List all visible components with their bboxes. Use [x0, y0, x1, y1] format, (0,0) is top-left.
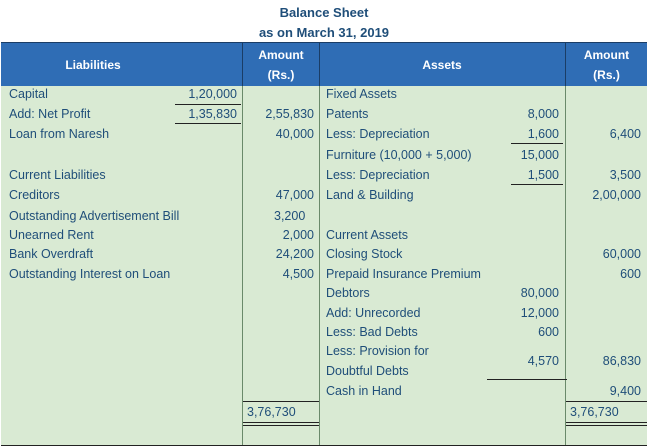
liability-creditors-amount: 47,000 [275, 188, 314, 202]
liability-capital-value: 1,20,000 [188, 87, 237, 101]
asset-prepaid-insurance-label: Prepaid Insurance Premium [326, 267, 481, 281]
asset-land-building-label: Land & Building [326, 188, 414, 202]
asset-patents-net: 6,400 [609, 127, 641, 141]
asset-closing-stock-amount: 60,000 [602, 247, 641, 261]
liability-net-profit-value: 1,35,830 [188, 107, 237, 121]
header-amount-right-line2: (Rs.) [593, 67, 620, 82]
asset-patents-depreciation-label: Less: Depreciation [326, 127, 430, 141]
asset-patents-label: Patents [326, 107, 369, 121]
underline [511, 184, 563, 185]
header-amount-left [243, 43, 319, 86]
underline [487, 379, 567, 380]
liability-outstanding-adv-label: Outstanding Advertisement Bill [9, 209, 180, 223]
total-bottom-rule [243, 422, 319, 423]
header-divider [242, 43, 243, 86]
asset-bad-debts-label: Less: Bad Debts [326, 325, 418, 339]
asset-provision-label-2: Doubtful Debts [326, 364, 409, 378]
underline [511, 143, 563, 144]
header-amount-left-line1: Amount [258, 47, 304, 62]
liability-outstanding-interest-amount: 4,500 [282, 267, 314, 281]
header-assets-label: Assets [422, 57, 462, 72]
header-amount-right-line1: Amount [583, 47, 630, 62]
liability-loan-amount: 40,000 [275, 127, 314, 141]
document-title: Balance Sheet [279, 5, 369, 20]
total-bottom-rule [566, 422, 647, 423]
liability-net-profit-label: Add: Net Profit [9, 107, 91, 121]
header-assets [319, 43, 565, 86]
header-liabilities-label: Liabilities [65, 57, 121, 72]
column-divider [242, 86, 243, 445]
asset-add-unrecorded-label: Add: Unrecorded [326, 306, 421, 320]
asset-patents-depreciation-value: 1,600 [527, 127, 559, 141]
total-top-rule [243, 401, 319, 402]
current-liabilities-heading: Current Liabilities [9, 168, 106, 182]
total-bottom-rule [566, 425, 647, 426]
liability-capital-total: 2,55,830 [265, 107, 314, 121]
total-bottom-rule [243, 425, 319, 426]
header-amount-right [566, 43, 647, 86]
column-divider [319, 86, 320, 445]
total-top-rule [566, 401, 647, 402]
asset-furniture-value: 15,000 [520, 148, 559, 162]
balance-sheet-body [1, 86, 647, 446]
liability-capital-label: Capital [9, 87, 48, 101]
asset-add-unrecorded-value: 12,000 [520, 306, 559, 320]
asset-land-building-amount: 2,00,000 [592, 188, 641, 202]
underline [175, 123, 241, 124]
asset-debtors-net: 86,830 [602, 354, 641, 368]
asset-bad-debts-value: 600 [538, 325, 559, 339]
liability-outstanding-interest-label: Outstanding Interest on Loan [9, 267, 171, 281]
current-assets-heading: Current Assets [326, 228, 408, 242]
liability-outstanding-adv-amount: 3,200 [274, 209, 306, 223]
asset-patents-value: 8,000 [527, 107, 559, 121]
fixed-assets-heading: Fixed Assets [326, 87, 397, 101]
header-divider [319, 43, 320, 86]
asset-prepaid-insurance-amount: 600 [620, 267, 641, 281]
underline [175, 104, 241, 105]
liability-unearned-rent-label: Unearned Rent [9, 228, 94, 242]
asset-closing-stock-label: Closing Stock [326, 247, 403, 261]
asset-debtors-label: Debtors [326, 286, 370, 300]
liability-unearned-rent-amount: 2,000 [282, 228, 314, 242]
header-divider [565, 43, 566, 86]
asset-furniture-net: 3,500 [609, 168, 641, 182]
liability-loan-label: Loan from Naresh [9, 127, 110, 141]
asset-furniture-label: Furniture (10,000 + 5,000) [326, 148, 472, 162]
column-divider [565, 86, 566, 445]
asset-furniture-depreciation-label: Less: Depreciation [326, 168, 430, 182]
asset-cash-label: Cash in Hand [326, 384, 402, 398]
header-liabilities [1, 43, 185, 86]
liabilities-total: 3,76,730 [247, 405, 296, 419]
header-amount-left-line2: (Rs.) [267, 67, 295, 82]
document-subtitle: as on March 31, 2019 [258, 25, 390, 40]
table-header [1, 42, 647, 87]
assets-total: 3,76,730 [570, 405, 619, 419]
liability-bank-overdraft-label: Bank Overdraft [9, 247, 94, 261]
asset-provision-value: 4,570 [527, 354, 559, 368]
asset-furniture-depreciation-value: 1,500 [527, 168, 559, 182]
asset-cash-amount: 9,400 [609, 384, 641, 398]
asset-debtors-value: 80,000 [520, 286, 559, 300]
liability-bank-overdraft-amount: 24,200 [275, 247, 314, 261]
asset-provision-label-1: Less: Provision for [326, 344, 429, 358]
liability-creditors-label: Creditors [9, 188, 60, 202]
